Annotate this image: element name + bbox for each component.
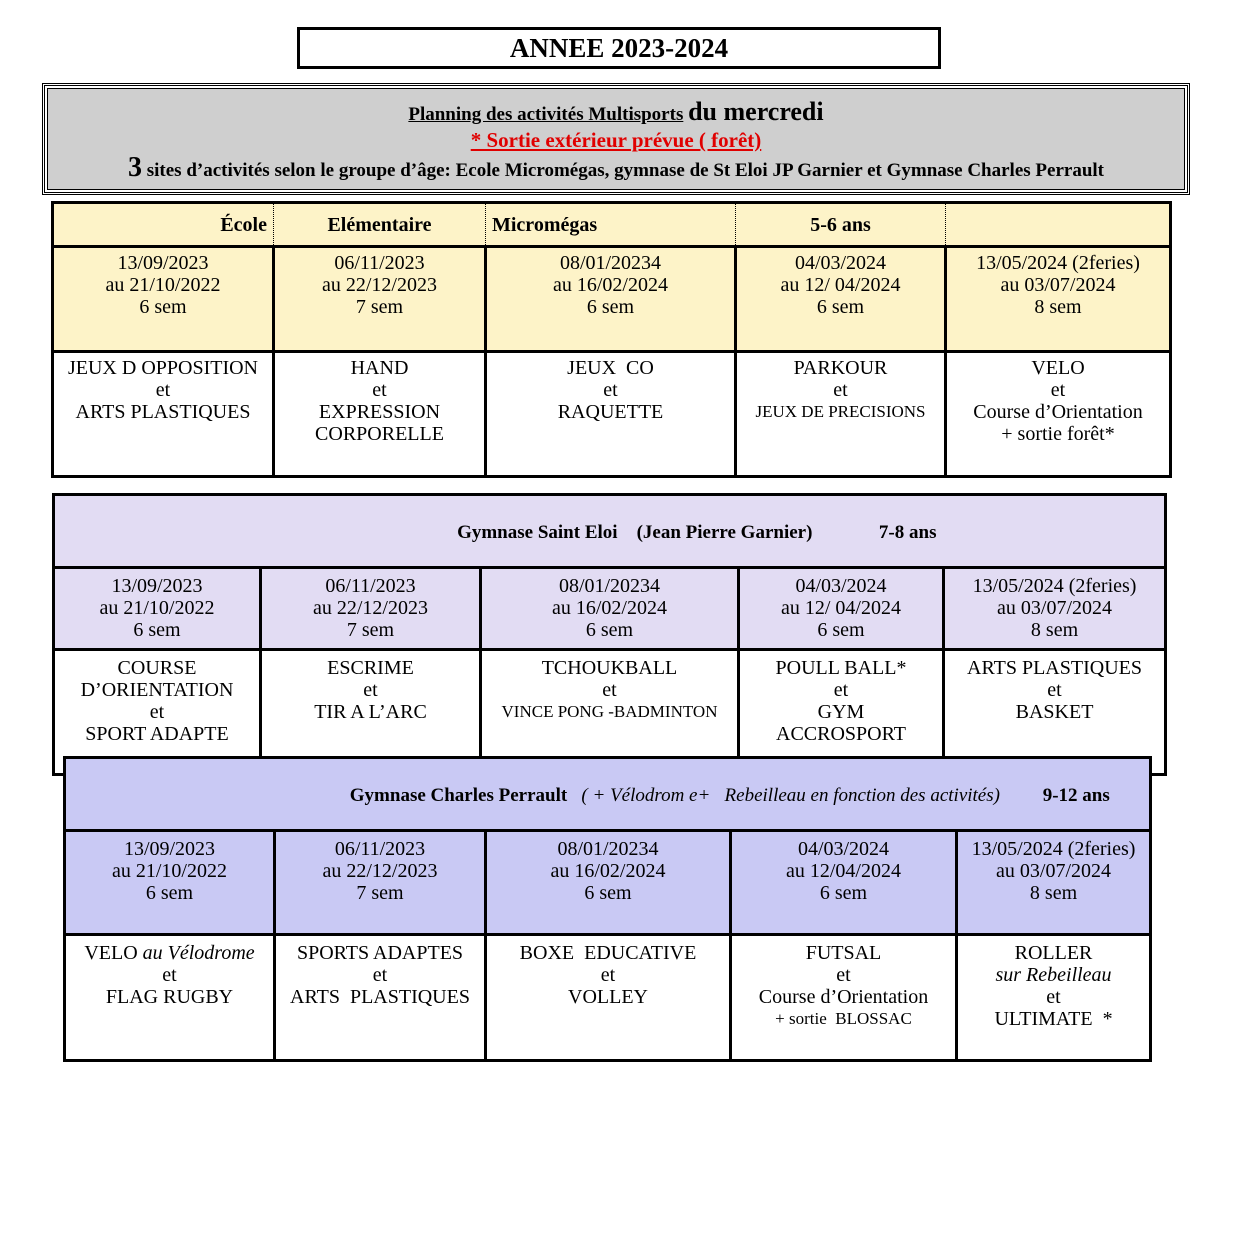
period-cell — [53, 247, 274, 352]
planning-title-part2: du mercredi — [688, 97, 824, 126]
period-end: au 16/02/2024 — [553, 274, 668, 296]
activity-line: HAND — [350, 357, 409, 379]
activity-line: et — [833, 379, 848, 401]
period-weeks: 8 sem — [1029, 882, 1078, 904]
activity-cell — [65, 935, 275, 1061]
period-start: 13/05/2024 (2feries) — [976, 252, 1140, 274]
activity-line: JEUX CO — [567, 357, 654, 379]
period-start: 13/09/2023 — [117, 252, 209, 274]
activity-line: VINCE PONG -BADMINTON — [501, 702, 718, 721]
activity-line: VELO — [1031, 357, 1085, 379]
activity-line: Course d’Orientation — [758, 986, 929, 1008]
period-end: au 12/ 04/2024 — [780, 274, 901, 296]
period-end: au 16/02/2024 — [550, 860, 666, 882]
period-weeks: 6 sem — [819, 882, 868, 904]
planning-header-inner — [47, 88, 1185, 190]
activity-line: et — [1050, 379, 1066, 401]
activity-line: et — [1047, 679, 1062, 701]
activity-line: VOLLEY — [568, 986, 648, 1008]
site-name: Gymnase Saint Eloi — [457, 522, 618, 543]
activity-line: D’ORIENTATION — [80, 679, 234, 701]
activity-line: et — [1046, 986, 1061, 1008]
activity-cell — [731, 935, 957, 1061]
period-weeks: 7 sem — [356, 882, 404, 904]
dates-row — [65, 831, 1151, 935]
activity-line: JEUX DE PRECISIONS — [755, 402, 926, 421]
table-header-row — [65, 758, 1151, 831]
site-header — [65, 758, 1151, 831]
period-start: 08/01/20234 — [559, 252, 662, 274]
period-end: au 22/12/2023 — [322, 860, 438, 882]
period-cell — [261, 568, 481, 650]
period-cell — [275, 831, 486, 935]
schedule-table-7-8 — [52, 493, 1167, 776]
activity-line — [70, 942, 269, 964]
activity-line: EXPRESSION — [318, 401, 441, 423]
period-end: au 16/02/2024 — [552, 597, 667, 619]
activity-line: et — [162, 964, 177, 986]
activity-location: sur Rebeilleau — [995, 964, 1112, 986]
activities-row — [65, 935, 1151, 1061]
activity-line: et — [155, 379, 171, 401]
period-weeks: 6 sem — [817, 619, 865, 641]
period-start: 13/05/2024 (2feries) — [971, 838, 1136, 860]
activity-line: ARTS PLASTIQUES — [967, 657, 1142, 679]
period-start: 08/01/20234 — [557, 838, 659, 860]
period-start: 04/03/2024 — [794, 252, 887, 274]
header-cell: Micromégas — [486, 203, 736, 247]
activity-line: TCHOUKBALL — [541, 657, 678, 679]
period-end: au 03/07/2024 — [996, 860, 1112, 882]
activity-line: Course d’Orientation — [973, 401, 1143, 423]
period-weeks: 6 sem — [586, 296, 635, 318]
period-start: 13/05/2024 (2feries) — [972, 575, 1137, 597]
period-cell — [731, 831, 957, 935]
period-start: 06/11/2023 — [334, 252, 425, 274]
header-cell — [946, 203, 1171, 247]
activity-line: et — [836, 964, 851, 986]
site-note: ( + Vélodrom e+ Rebeilleau en fonction des activités) — [581, 785, 1000, 806]
sites-count: 3 — [128, 152, 142, 183]
activity-line: et — [372, 964, 388, 986]
year-title: ANNEE 2023-2024 — [297, 27, 941, 69]
activity-text: VELO — [84, 942, 143, 964]
activity-line: et — [600, 964, 616, 986]
activity-cell — [486, 935, 731, 1061]
period-start: 04/03/2024 — [797, 838, 890, 860]
activity-line: SPORTS ADAPTES — [296, 942, 464, 964]
period-end: au 21/10/2022 — [99, 597, 215, 619]
period-end: au 03/07/2024 — [1000, 274, 1116, 296]
table-header-row — [54, 495, 1166, 568]
period-weeks: 6 sem — [584, 882, 632, 904]
dates-row — [53, 247, 1171, 352]
period-weeks: 7 sem — [355, 296, 404, 318]
period-cell — [739, 568, 944, 650]
header-cell: École — [53, 203, 274, 247]
planning-title — [48, 99, 1184, 128]
activity-cell — [486, 352, 736, 477]
period-weeks: 6 sem — [585, 619, 634, 641]
activity-line: et — [603, 379, 618, 401]
age-group: 7-8 ans — [878, 522, 937, 543]
period-end: au 12/ 04/2024 — [781, 597, 901, 619]
activity-cell — [946, 352, 1171, 477]
period-start: 13/09/2023 — [111, 575, 203, 597]
activity-line: + sortie BLOSSAC — [775, 1009, 912, 1028]
activity-location: au Vélodrome — [142, 942, 255, 964]
activity-line: GYM — [817, 701, 865, 723]
period-end: au 22/12/2023 — [313, 597, 428, 619]
period-weeks: 8 sem — [1030, 619, 1079, 641]
period-cell — [946, 247, 1171, 352]
period-cell — [736, 247, 946, 352]
period-cell — [957, 831, 1151, 935]
period-weeks: 8 sem — [1034, 296, 1082, 318]
planning-header — [42, 83, 1190, 195]
period-cell — [944, 568, 1166, 650]
activity-line: RAQUETTE — [557, 401, 664, 423]
activity-line: et — [833, 679, 849, 701]
period-start: 04/03/2024 — [795, 575, 887, 597]
period-end: au 03/07/2024 — [997, 597, 1113, 619]
table-header-row — [53, 203, 1171, 247]
activity-line: ARTS PLASTIQUES — [75, 401, 251, 423]
activities-row — [53, 352, 1171, 477]
activity-line: FUTSAL — [805, 942, 882, 964]
period-cell — [54, 568, 261, 650]
period-cell — [481, 568, 739, 650]
activity-cell — [736, 352, 946, 477]
activity-line: BASKET — [1015, 701, 1094, 723]
period-cell — [274, 247, 486, 352]
period-start: 06/11/2023 — [325, 575, 416, 597]
period-start: 13/09/2023 — [123, 838, 216, 860]
header-cell: Elémentaire — [274, 203, 486, 247]
activity-line: et — [149, 701, 165, 723]
activity-line: et — [602, 679, 617, 701]
activity-line: BOXE EDUCATIVE — [519, 942, 697, 964]
site-header — [54, 495, 1166, 568]
activity-line: SPORT ADAPTE — [85, 723, 229, 745]
activity-line: + sortie forêt* — [1001, 423, 1115, 445]
period-weeks: 6 sem — [139, 296, 187, 318]
age-group: 9-12 ans — [1042, 785, 1110, 806]
activity-line: TIR A L’ARC — [314, 701, 427, 723]
header-cell: 5-6 ans — [736, 203, 946, 247]
period-start: 08/01/20234 — [558, 575, 661, 597]
period-weeks: 6 sem — [145, 882, 194, 904]
activity-line: PARKOUR — [793, 357, 888, 379]
dates-row — [54, 568, 1166, 650]
period-start: 06/11/2023 — [334, 838, 426, 860]
period-cell — [486, 831, 731, 935]
outing-note: * Sortie extérieur prévue ( forêt) — [470, 128, 762, 152]
period-cell — [65, 831, 275, 935]
planning-title-part1: Planning des activités Multisports — [408, 104, 684, 125]
schedule-table-9-12 — [63, 756, 1152, 1062]
activity-line: ULTIMATE * — [994, 1008, 1113, 1030]
site-subname: (Jean Pierre Garnier) — [636, 522, 813, 543]
period-weeks: 7 sem — [346, 619, 395, 641]
activity-line: ARTS PLASTIQUES — [290, 986, 470, 1008]
activity-line: ROLLER — [1014, 942, 1093, 964]
site-name: Gymnase Charles Perrault — [349, 785, 568, 806]
schedule-table-5-6 — [51, 201, 1172, 478]
activity-cell — [274, 352, 486, 477]
activity-line: ESCRIME — [327, 657, 414, 679]
period-end: au 21/10/2022 — [105, 274, 221, 296]
activity-line: JEUX D OPPOSITION — [67, 357, 258, 379]
activity-line: COURSE — [117, 657, 197, 679]
activity-cell — [53, 352, 274, 477]
sites-text: sites d’activités selon le groupe d’âge: Ecole Micromégas, gymnase de St Eloi JP Garnier et Gymnase Charles Perrault — [142, 160, 1104, 181]
activity-line: CORPORELLE — [315, 423, 444, 445]
activity-cell — [275, 935, 486, 1061]
period-end: au 12/04/2024 — [786, 860, 901, 882]
period-end: au 22/12/2023 — [322, 274, 437, 296]
activity-line: FLAG RUGBY — [105, 986, 234, 1008]
activity-line: POULL BALL* — [775, 657, 907, 679]
period-weeks: 6 sem — [133, 619, 181, 641]
activity-cell — [957, 935, 1151, 1061]
activity-line: ACCROSPORT — [776, 723, 906, 745]
activity-line: et — [372, 379, 387, 401]
sites-description — [48, 152, 1184, 187]
activity-line: et — [363, 679, 378, 701]
period-end: au 21/10/2022 — [112, 860, 227, 882]
period-weeks: 6 sem — [816, 296, 865, 318]
period-cell — [486, 247, 736, 352]
